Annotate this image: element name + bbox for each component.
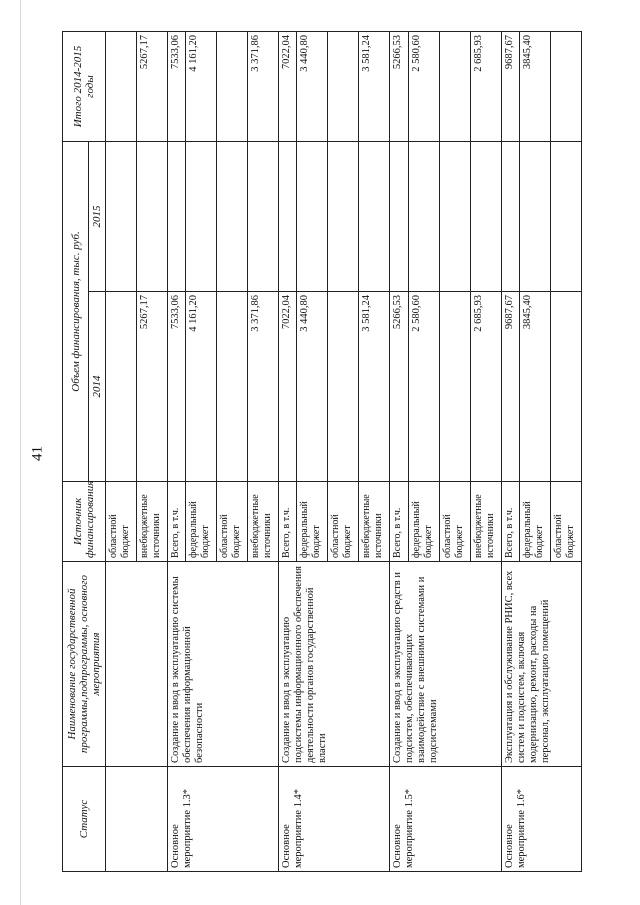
total-cell: 7533,06: [168, 32, 186, 142]
total-cell: 9687,67: [501, 32, 519, 142]
total-cell: [106, 32, 137, 142]
header-total: Итого 2014-2015 годы: [63, 32, 106, 142]
source-cell: областной бюджет: [217, 482, 248, 562]
source-cell: Всего, в т.ч.: [279, 482, 297, 562]
value-2014-cell: [217, 292, 248, 482]
source-cell: областной бюджет: [328, 482, 359, 562]
value-2015-cell: [439, 142, 470, 292]
header-name: Наименование государственной программы,подпрограммы, основного мероприятия: [63, 562, 106, 767]
status-cell: Основное мероприятие 1.4*: [279, 767, 390, 872]
header-2015: 2015: [89, 142, 106, 292]
total-cell: 7022,04: [279, 32, 297, 142]
value-2014-cell: 2 580,60: [408, 292, 439, 482]
status-cell: Основное мероприятие 1.5*: [390, 767, 501, 872]
value-2014-cell: 5267,17: [137, 292, 168, 482]
source-cell: внебюджетные источники: [137, 482, 168, 562]
value-2014-cell: 7533,06: [168, 292, 186, 482]
total-cell: 5267,17: [137, 32, 168, 142]
total-cell: 5266,53: [390, 32, 408, 142]
total-cell: [328, 32, 359, 142]
total-cell: 3 581,24: [359, 32, 390, 142]
scan-edge: [20, 0, 21, 905]
value-2015-cell: [359, 142, 390, 292]
value-2014-cell: 5266,53: [390, 292, 408, 482]
source-cell: внебюджетные источники: [470, 482, 501, 562]
value-2014-cell: 9687,67: [501, 292, 519, 482]
total-cell: 3 371,86: [248, 32, 279, 142]
value-2015-cell: [217, 142, 248, 292]
table-body: [106, 32, 582, 872]
source-cell: внебюджетные источники: [248, 482, 279, 562]
value-2015-cell: [501, 142, 519, 292]
status-cell: [106, 767, 168, 872]
value-2014-cell: 4 161,20: [186, 292, 217, 482]
value-2015-cell: [297, 142, 328, 292]
value-2015-cell: [390, 142, 408, 292]
value-2014-cell: 2 685,93: [470, 292, 501, 482]
value-2015-cell: [328, 142, 359, 292]
source-cell: федеральный бюджет: [297, 482, 328, 562]
source-cell: федеральный бюджет: [408, 482, 439, 562]
header-status: Статус: [63, 767, 106, 872]
value-2015-cell: [279, 142, 297, 292]
value-2014-cell: 3 581,24: [359, 292, 390, 482]
source-cell: Всего, в т.ч.: [501, 482, 519, 562]
value-2015-cell: [186, 142, 217, 292]
rotated-table-container: [62, 32, 582, 872]
header-volume: Объем финансирования, тыс. руб.: [63, 142, 89, 482]
name-cell: Создание и ввод в эксплуатацию средств и подсистем, обеспечивающих взаимодействие с внешними системами и подсистемами: [390, 562, 501, 767]
total-cell: 4 161,20: [186, 32, 217, 142]
value-2014-cell: [439, 292, 470, 482]
total-cell: [439, 32, 470, 142]
source-cell: федеральный бюджет: [519, 482, 550, 562]
name-cell: Создание и ввод в эксплуатацию подсистемы информационного обеспечения деятельности органов государственной власти: [279, 562, 390, 767]
status-cell: Основное мероприятие 1.6*: [501, 767, 581, 872]
value-2014-cell: [106, 292, 137, 482]
source-cell: областной бюджет: [106, 482, 137, 562]
value-2015-cell: [106, 142, 137, 292]
name-cell: [106, 562, 168, 767]
value-2015-cell: [248, 142, 279, 292]
source-cell: внебюджетные источники: [359, 482, 390, 562]
total-cell: 3845,40: [519, 32, 550, 142]
value-2015-cell: [550, 142, 581, 292]
table-row: [501, 32, 519, 872]
value-2015-cell: [137, 142, 168, 292]
source-cell: Всего, в т.ч.: [390, 482, 408, 562]
value-2014-cell: 3845,40: [519, 292, 550, 482]
status-cell: Основное мероприятие 1.3*: [168, 767, 279, 872]
funding-table: [62, 31, 582, 872]
total-cell: 2 580,60: [408, 32, 439, 142]
source-cell: областной бюджет: [550, 482, 581, 562]
source-cell: федеральный бюджет: [186, 482, 217, 562]
value-2015-cell: [519, 142, 550, 292]
total-cell: 3 440,80: [297, 32, 328, 142]
source-cell: Всего, в т.ч.: [168, 482, 186, 562]
total-cell: [550, 32, 581, 142]
value-2015-cell: [470, 142, 501, 292]
total-cell: 2 685,93: [470, 32, 501, 142]
name-cell: Создание и ввод в эксплуатацию системы обеспечения информационной безопасности: [168, 562, 279, 767]
table-row: [106, 32, 137, 872]
value-2014-cell: [328, 292, 359, 482]
source-cell: областной бюджет: [439, 482, 470, 562]
name-cell: Эксплуатация и обслуживание РНИС, всех систем и подсистем, включая модернизацию, ремонт, расходы на персонал, эксплуатацию помещений: [501, 562, 581, 767]
value-2014-cell: 3 440,80: [297, 292, 328, 482]
value-2014-cell: 7022,04: [279, 292, 297, 482]
table-row: [279, 32, 297, 872]
table-row: [168, 32, 186, 872]
value-2014-cell: [550, 292, 581, 482]
value-2014-cell: 3 371,86: [248, 292, 279, 482]
table-row: [390, 32, 408, 872]
value-2015-cell: [168, 142, 186, 292]
header-2014: 2014: [89, 292, 106, 482]
header-source: Источник финансирования: [63, 482, 106, 562]
page-number: 41: [29, 446, 46, 461]
value-2015-cell: [408, 142, 439, 292]
total-cell: [217, 32, 248, 142]
